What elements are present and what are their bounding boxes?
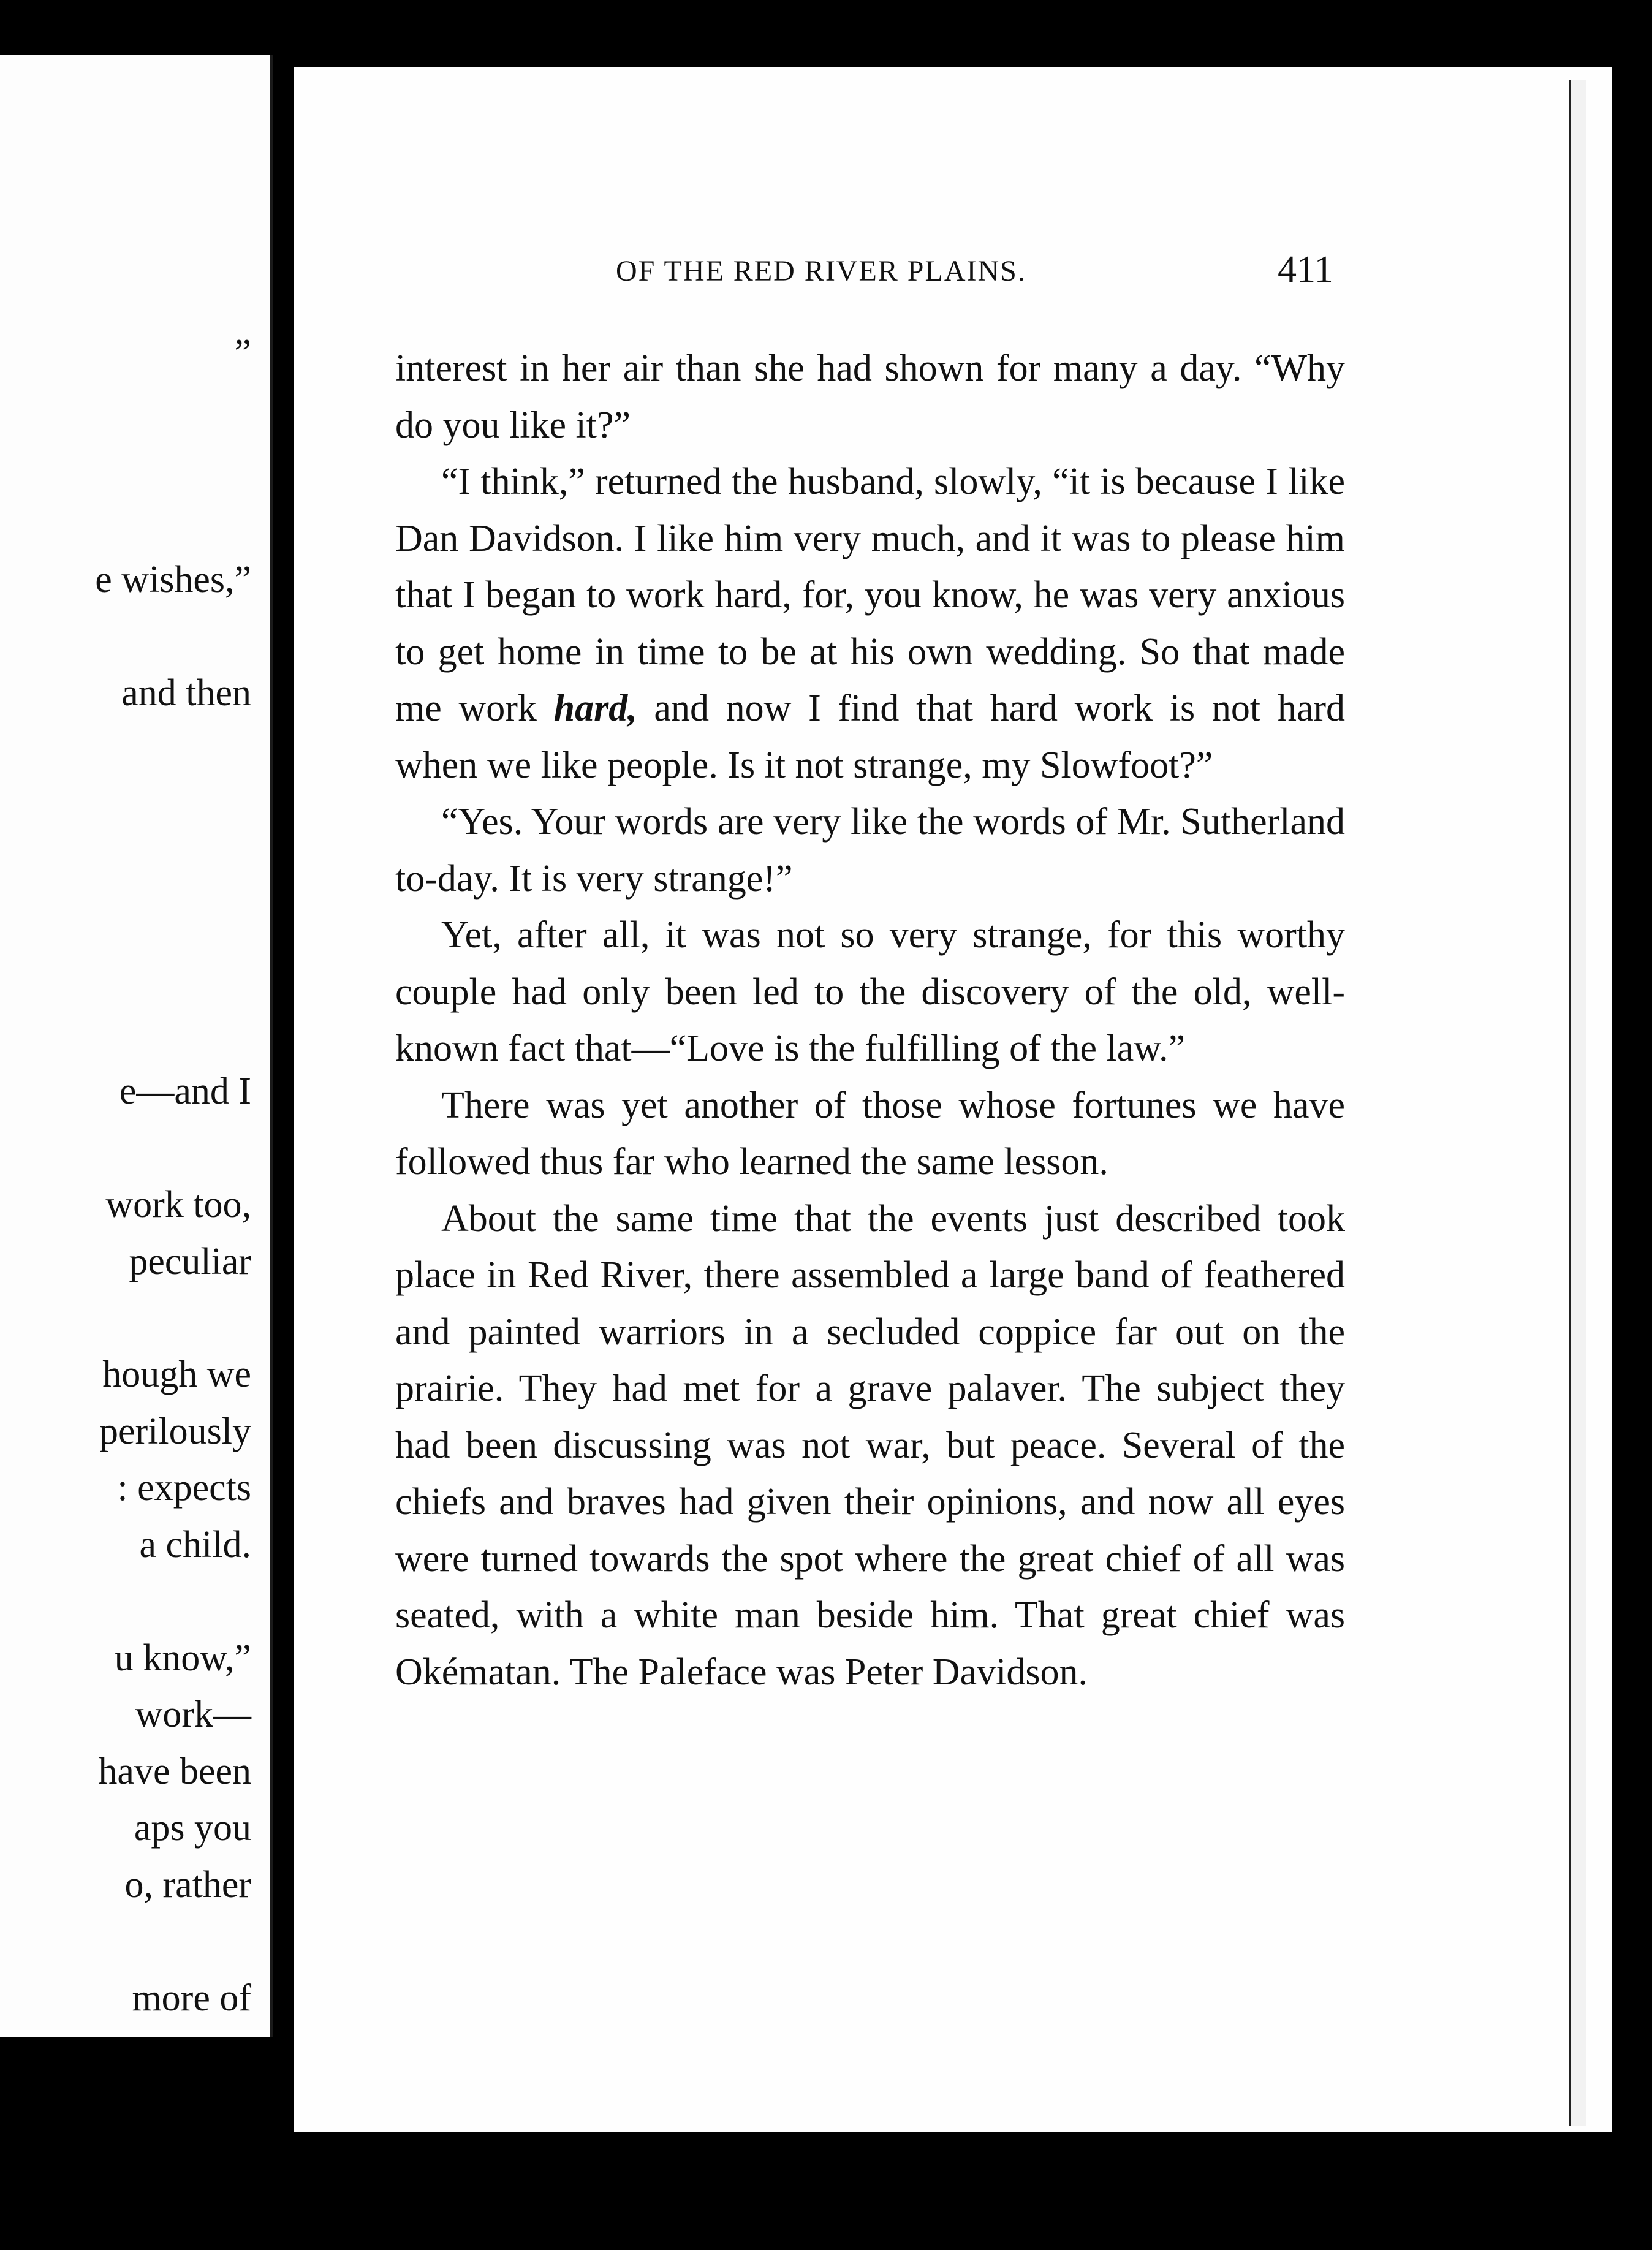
paragraph: interest in her air than she had shown for many a day. “Why do you like it?” [395, 347, 1345, 446]
facing-page-line: : expects [117, 1467, 251, 1509]
facing-page [0, 55, 273, 2037]
paragraph: Yet, after all, it was not so very strange, for this worthy couple had only been led to the discovery of the old, well-known fact that—“Love is the fulfilling of the law.” [395, 914, 1345, 1069]
paragraph: “Yes. Your words are very like the words of Mr. Sutherland to-day. It is very strange!” [395, 801, 1345, 900]
emphasized-word: hard, [553, 688, 637, 729]
body-text [395, 340, 1345, 1700]
page-edge [1569, 80, 1586, 2126]
facing-page-line: aps you [134, 1807, 251, 1849]
page-number: 411 [1278, 249, 1333, 290]
facing-page-line: more of [132, 1977, 251, 2019]
running-head: OF THE RED RIVER PLAINS. [616, 255, 1026, 287]
facing-page-line: have been [98, 1751, 251, 1792]
paragraph: About the same time that the events just described took place in Red River, there assembled a large band of feathered and painted warriors in a secluded coppice far out on the prairie. They had met for a grave palaver. The subject they had been discussing was not war, but peace. Several of the chiefs and braves had given their opinions, and now all eyes were turned towards the spot where the great chief of all was seated, with a white man beside him. That great chief was Okématan. The Paleface was Peter Davidson. [395, 1197, 1345, 1693]
facing-page-line: e wishes,” [95, 559, 251, 600]
paragraph [395, 453, 1345, 794]
facing-page-line: e—and I [119, 1070, 251, 1112]
facing-page-line: u know,” [114, 1637, 251, 1679]
paragraph: There was yet another of those whose fortunes we have followed thus far who learned the same lesson. [395, 1084, 1345, 1183]
paragraph-text: “I think,” returned the husband, slowly, “it is because I like Dan Davidson. I like him very much, and it was to please him that I began to work hard, for, you know, he was very anxious to get home in time to be at his own wedding. So that made me work [395, 461, 1345, 729]
facing-page-line: a child. [139, 1524, 251, 1566]
facing-page-line: hough we [102, 1354, 251, 1395]
facing-page-line: ” [234, 332, 251, 374]
paragraph-text: and now I find that hard work is not hard when we like people. Is it not strange, my Slowfoot?” [395, 688, 1345, 786]
facing-page-line: peculiar [129, 1241, 251, 1282]
facing-page-line: perilously [99, 1411, 251, 1452]
facing-page-line: work too, [105, 1184, 251, 1225]
facing-page-line: and then [121, 672, 251, 714]
facing-page-line: work— [135, 1694, 251, 1735]
facing-page-line: o, rather [124, 1864, 251, 1906]
